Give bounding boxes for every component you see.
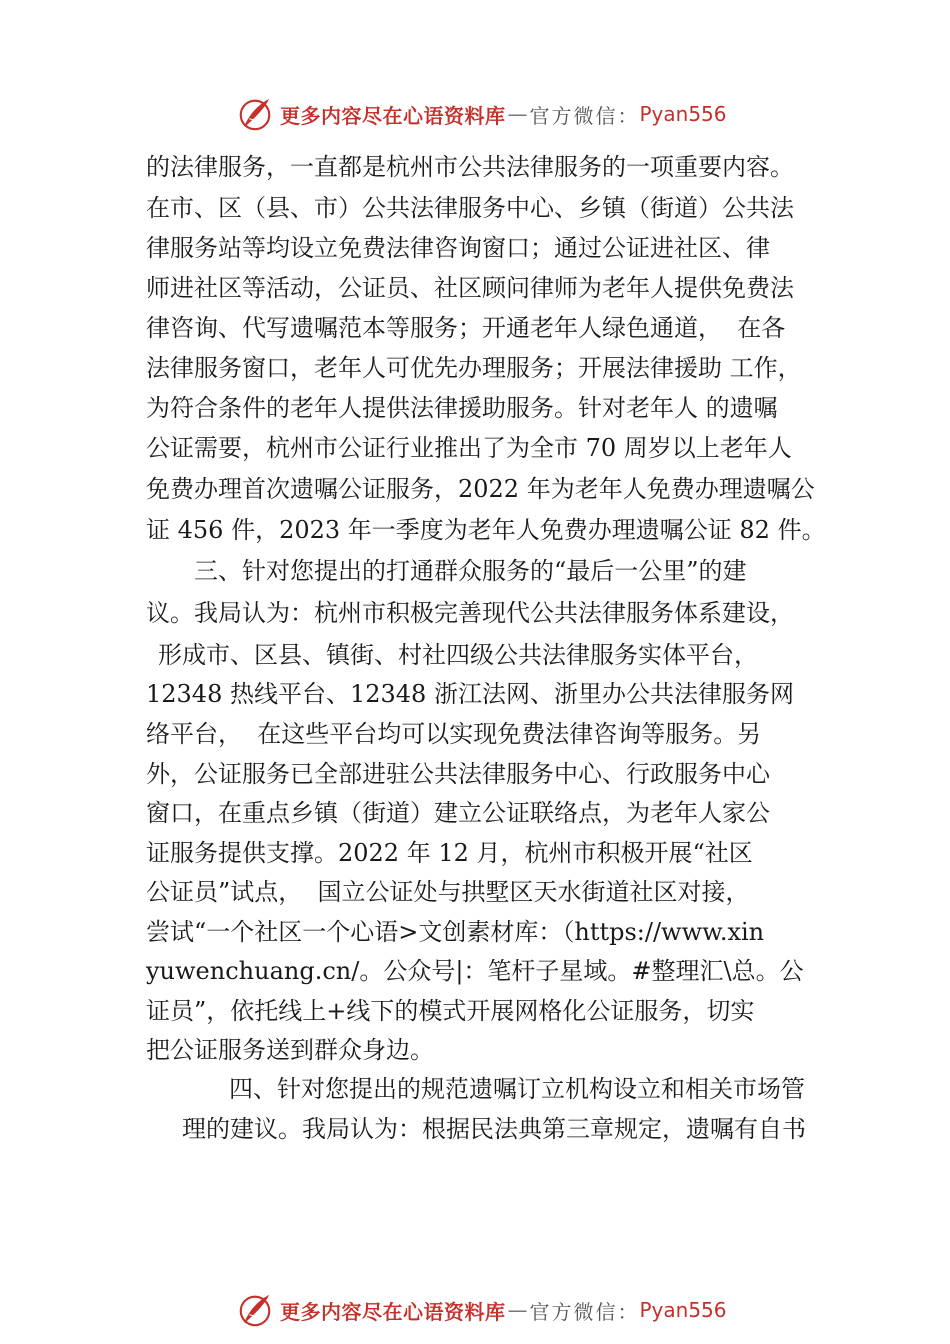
- body-line: 尝试“一个社区一个心语>文创素材库：（https://www.xin: [146, 918, 765, 946]
- watermark-wechat-label: 官方微信：: [529, 1299, 640, 1324]
- watermark-site-text: 更多内容尽在心语资料库: [280, 1299, 506, 1324]
- body-line: 三、针对您提出的打通群众服务的“最后一公里”的建: [194, 557, 747, 585]
- body-line: 把公证服务送到群众身边。: [146, 1036, 434, 1064]
- body-line: 师进社区等活动，公证员、社区顾问律师为老年人提供免费法: [146, 274, 794, 302]
- body-line: yuwenchuang.cn/。公众号|：笔杆子星域。#整理汇\总。公: [146, 957, 804, 985]
- watermark-wechat-id: Pyan556: [639, 1298, 727, 1322]
- body-line: 外，公证服务已全部进驻公共法律服务中心、行政服务中心: [146, 760, 770, 788]
- body-line: 法律服务窗口，老年人可优先办理服务；开展法律援助 工作，: [146, 354, 802, 382]
- watermark-site-text: 更多内容尽在心语资料库: [280, 103, 506, 128]
- body-line: 络平台， 在这些平台均可以实现免费法律咨询等服务。另: [146, 720, 762, 748]
- footer-watermark: [236, 1290, 727, 1330]
- body-line: 公证需要，杭州市公证行业推出了为全市 70 周岁以上老年人: [146, 434, 792, 462]
- body-line: 在市、区（县、市）公共法律服务中心、乡镇（街道）公共法: [146, 194, 794, 222]
- body-line: 为符合条件的老年人提供法律援助服务。针对老年人 的遗嘱: [146, 394, 778, 422]
- watermark-dash: —: [507, 1298, 528, 1322]
- body-line: 的法律服务，一直都是杭州市公共法律服务的一项重要内容。: [146, 153, 794, 181]
- body-line: 理的建议。我局认为：根据民法典第三章规定，遗嘱有自书: [182, 1115, 806, 1143]
- body-line: 窗口，在重点乡镇（街道）建立公证联络点，为老年人家公: [146, 799, 770, 827]
- body-line: 四、针对您提出的规范遗嘱订立机构设立和相关市场管: [229, 1075, 805, 1103]
- body-line: 形成市、区县、镇街、村社四级公共法律服务实体平台，: [158, 641, 758, 669]
- body-line: 律服务站等均设立免费法律咨询窗口；通过公证进社区、律: [146, 234, 770, 262]
- body-line: 免费办理首次遗嘱公证服务，2022 年为老年人免费办理遗嘱公: [146, 475, 815, 503]
- body-line: 律咨询、代写遗嘱范本等服务；开通老年人绿色通道， 在各: [146, 314, 786, 342]
- body-line: 证 456 件，2023 年一季度为老年人免费办理遗嘱公证 82 件。: [146, 516, 826, 544]
- body-line: 公证员”试点， 国立公证处与拱墅区天水街道社区对接，: [146, 878, 750, 906]
- watermark-wechat-label: 官方微信：: [529, 103, 640, 128]
- watermark-wechat-id: Pyan556: [639, 102, 727, 126]
- quill-logo-icon: [236, 1291, 274, 1329]
- body-line: 证服务提供支撑。2022 年 12 月，杭州市积极开展“社区: [146, 839, 753, 867]
- body-line: 12348 热线平台、12348 浙江法网、浙里办公共法律服务网: [146, 680, 794, 708]
- body-line: 证员”，依托线上+线下的模式开展网格化公证服务，切实: [146, 997, 755, 1025]
- body-line: 议。我局认为：杭州市积极完善现代公共法律服务体系建设，: [146, 599, 794, 627]
- watermark-dash: —: [507, 102, 528, 126]
